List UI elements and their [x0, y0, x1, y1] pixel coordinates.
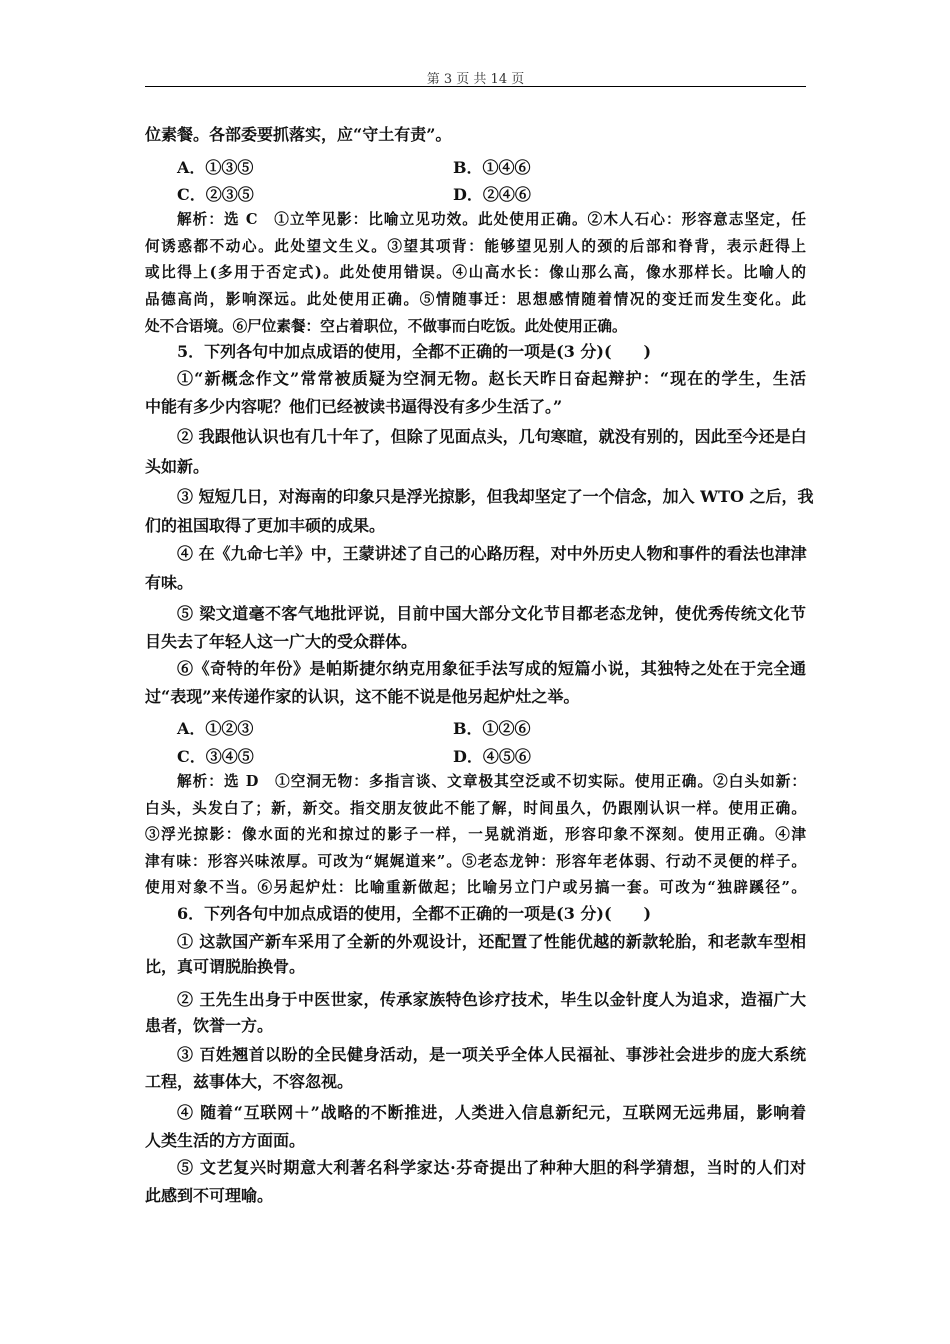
option-c: C．③④⑤ — [177, 747, 254, 766]
explanation-line: 解析：选 D ①空洞无物：多指言谈、文章极其空泛或不切实际。使用正确。②白头如新： — [177, 773, 806, 790]
option-d: D．④⑤⑥ — [453, 747, 531, 766]
text-line: 人类生活的方方面面。 — [145, 1131, 306, 1150]
text-line: 比，真可谓脱胎换骨。 — [145, 957, 306, 976]
question-5-stem: 5．下列各句中加点成语的使用，全都不正确的一项是(3 分)( ) — [177, 342, 652, 361]
text-line: 患者，饮誉一方。 — [145, 1016, 274, 1035]
header-rule — [145, 86, 806, 87]
explanation-line: ③浮光掠影：像水面的光和掠过的影子一样，一晃就消逝，形容印象不深刻。使用正确。④津 — [145, 826, 806, 843]
explanation-line: 品德高尚，影响深远。此处使用正确。⑤情随事迁：思想感情随着情况的变迁而发生变化。此 — [145, 291, 806, 308]
text-line: ④ 在《九命七羊》中，王蒙讲述了自己的心路历程，对中外历史人物和事件的看法也津津 — [177, 544, 807, 563]
text-line: ② 王先生出身于中医世家，传承家族特色诊疗技术，毕生以金针度人为追求，造福广大 — [177, 990, 806, 1009]
option-c: C．②③⑤ — [177, 185, 254, 204]
text-line: ④ 随着“互联网＋”战略的不断推进，人类进入信息新纪元，互联网无远弗届，影响着 — [177, 1103, 806, 1122]
question-6-stem: 6．下列各句中加点成语的使用，全都不正确的一项是(3 分)( ) — [177, 904, 652, 923]
option-a: A．①③⑤ — [177, 158, 254, 177]
text-line: 位素餐。各部委要抓落实，应“守土有责”。 — [145, 125, 452, 144]
text-line: 目失去了年轻人这一广大的受众群体。 — [145, 632, 418, 651]
text-line: 过“表现”来传递作家的认识，这不能不说是他另起炉灶之举。 — [145, 687, 580, 706]
text-line: ⑤ 文艺复兴时期意大利著名科学家达·芬奇提出了种种大胆的科学猜想，当时的人们对 — [177, 1158, 806, 1177]
text-line: 头如新。 — [145, 457, 210, 476]
option-a: A．①②③ — [177, 719, 254, 738]
explanation-line: 白头，头发白了；新，新交。指交朋友彼此不能了解，时间虽久，仍跟刚认识一样。使用正确。 — [145, 800, 806, 817]
text-line: 此感到不可理喻。 — [145, 1186, 274, 1205]
explanation-line: 使用对象不当。⑥另起炉灶：比喻重新做起；比喻另立门户或另搞一套。可改为“独辟蹊径”。 — [145, 879, 806, 896]
explanation-line: 津有味：形容兴味浓厚。可改为“娓娓道来”。⑤老态龙钟：形容年老体弱、行动不灵便的样子。 — [145, 853, 806, 870]
text-line: 中能有多少内容呢？他们已经被读书逼得没有多少生活了。” — [145, 397, 563, 416]
explanation-line: 处不合语境。⑥尸位素餐：空占着职位，不做事而白吃饭。此处使用正确。 — [145, 318, 627, 335]
explanation-line: 解析：选 C ①立竿见影：比喻立见功效。此处使用正确。②木人石心：形容意志坚定，任 — [177, 211, 806, 228]
text-line: ①“新概念作文”常常被质疑为空洞无物。赵长天昨日奋起辩护：“现在的学生，生活 — [177, 369, 806, 388]
page-header: 第 3 页 共 14 页 — [426, 72, 525, 87]
text-line: 有味。 — [145, 573, 194, 592]
option-b: B．①④⑥ — [453, 158, 531, 177]
text-line: 们的祖国取得了更加丰硕的成果。 — [145, 516, 386, 535]
explanation-line: 何诱惑都不动心。此处望文生义。③望其项背：能够望见别人的颈的后部和脊背，表示赶得上 — [145, 238, 806, 255]
text-line: ⑥《奇特的年份》是帕斯捷尔纳克用象征手法写成的短篇小说，其独特之处在于完全通 — [177, 659, 806, 678]
text-line: ③ 百姓翘首以盼的全民健身活动，是一项关乎全体人民福祉、事涉社会进步的庞大系统 — [177, 1045, 806, 1064]
explanation-line: 或比得上(多用于否定式)。此处使用错误。④山高水长：像山那么高，像水那样长。比喻人的 — [145, 264, 806, 281]
text-line: ① 这款国产新车采用了全新的外观设计，还配置了性能优越的新款轮胎，和老款车型相 — [177, 932, 806, 951]
option-b: B．①②⑥ — [453, 719, 531, 738]
text-line: 工程，兹事体大，不容忽视。 — [145, 1072, 354, 1091]
text-line: ② 我跟他认识也有几十年了，但除了见面点头，几句寒暄，就没有别的，因此至今还是白 — [177, 427, 807, 446]
text-line: ⑤ 梁文道毫不客气地批评说，目前中国大部分文化节目都老态龙钟，使优秀传统文化节 — [177, 604, 806, 623]
option-d: D．②④⑥ — [453, 185, 531, 204]
text-line: ③ 短短几日，对海南的印象只是浮光掠影，但我却坚定了一个信念，加入 WTO 之后，我 — [177, 487, 814, 506]
